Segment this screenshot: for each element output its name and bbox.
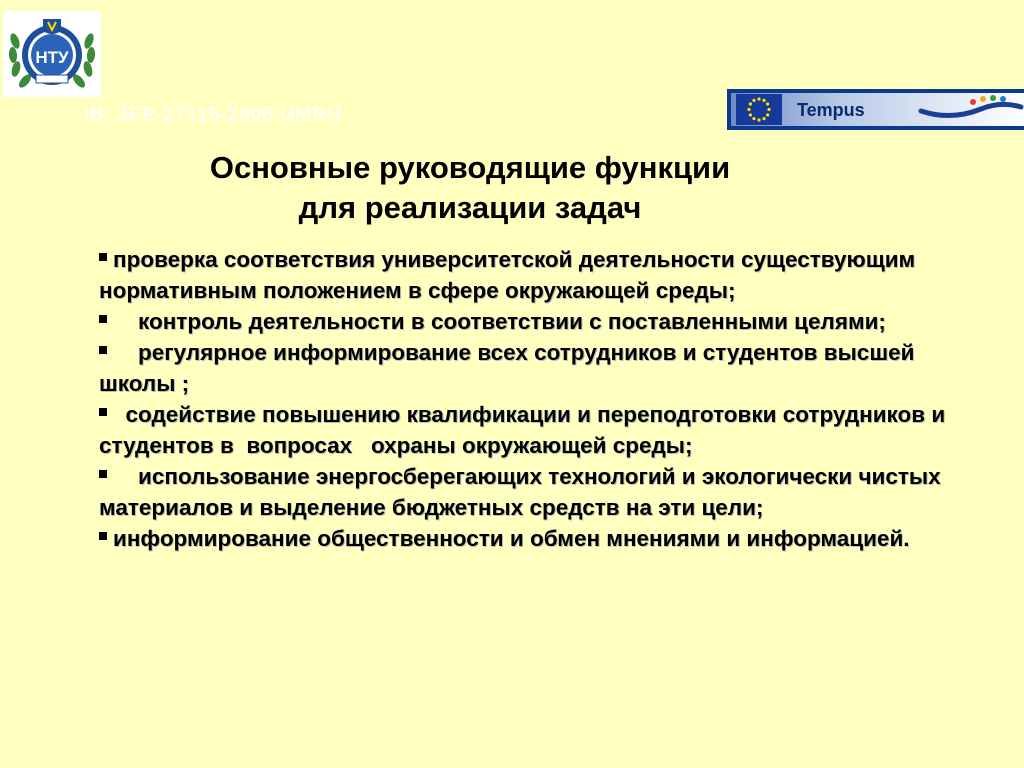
bullet-square-icon	[99, 408, 107, 416]
bullet-item	[99, 337, 969, 399]
university-logo	[3, 11, 101, 97]
slide-title-line-2: для реализации задач	[298, 190, 642, 225]
slide-title-line-1: Основные руководящие функции	[209, 150, 731, 185]
bullet-square-icon	[99, 532, 107, 540]
bullet-list	[99, 244, 969, 554]
bullet-item	[99, 523, 969, 554]
bullet-item	[99, 399, 969, 461]
bullet-square-icon	[99, 470, 107, 478]
tempus-banner	[727, 89, 1024, 130]
bullet-square-icon	[99, 253, 107, 261]
bullet-text: проверка соответствия университетской деятельности существующим нормативным положением в сфере окружающей среды;	[99, 247, 922, 303]
bullet-item	[99, 306, 969, 337]
bullet-item	[99, 244, 969, 306]
tempus-swoosh-icon	[911, 93, 1024, 126]
bullet-text: содействие повышению квалификации и переподготовки сотрудников и студентов в вопросах охраны окружающей среды;	[99, 402, 952, 458]
bullet-square-icon	[99, 346, 107, 354]
tempus-logo-text: Tempus	[797, 100, 865, 120]
bullet-text: информирование общественности и обмен мнениями и информацией.	[113, 526, 910, 551]
bullet-item	[99, 461, 969, 523]
bullet-text: регулярное информирование всех сотрудников и студентов высшей школы ;	[99, 340, 921, 396]
eu-flag-icon	[736, 94, 782, 125]
bullet-text: контроль деятельности в соответствии с поставленными целями;	[113, 309, 886, 334]
bullet-text: использование энергосберегающих технологий и экологически чистых материалов и выделение бюджетных средств на эти цели;	[99, 464, 947, 520]
bullet-square-icon	[99, 315, 107, 323]
slide-title	[150, 148, 790, 228]
project-code: IB_JEP-27115-2006 UMRU	[84, 104, 342, 126]
university-emblem-icon	[3, 11, 101, 97]
logo-text: НТУ	[35, 48, 69, 67]
